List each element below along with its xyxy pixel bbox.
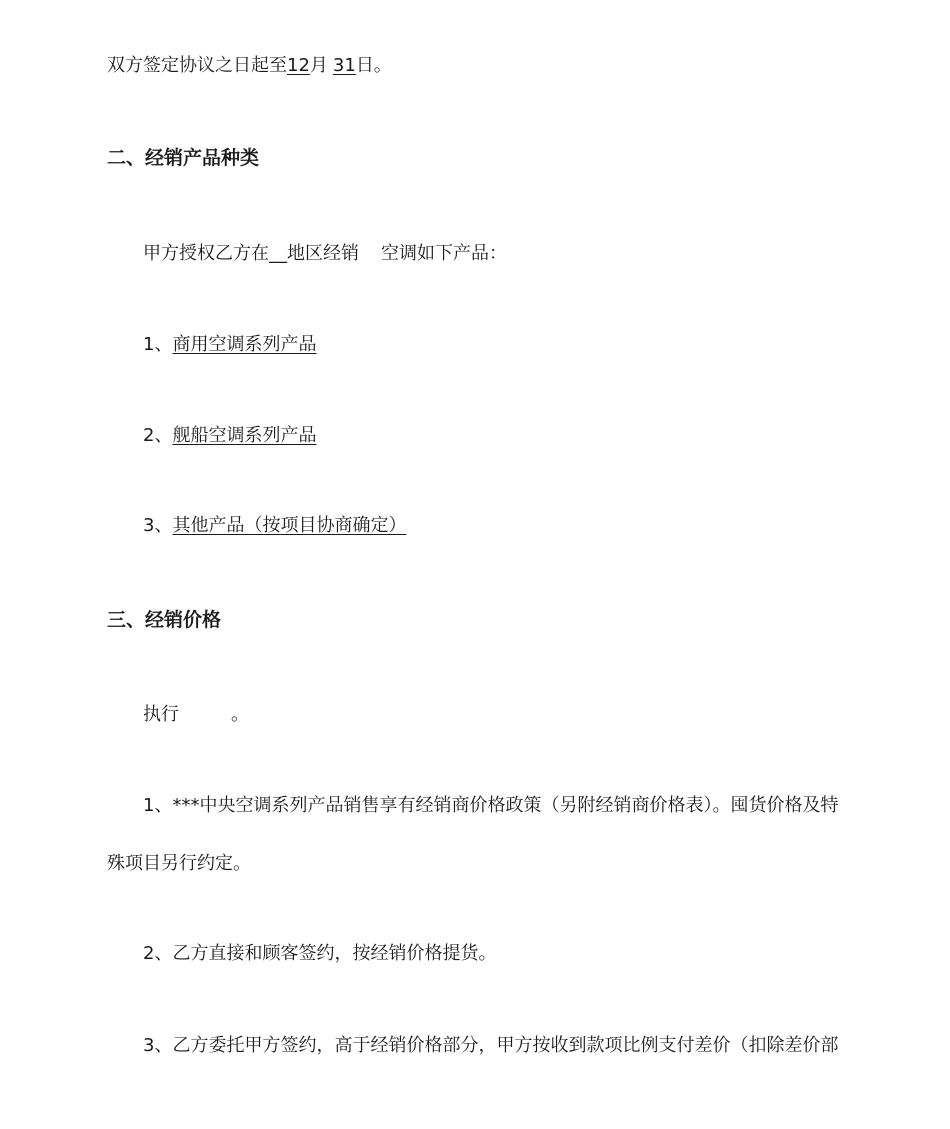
- price-clause-1-line-1: 1、***中央空调系列产品销售享有经销商价格政策（另附经销商价格表）。囤货价格及特: [143, 795, 839, 816]
- intro-part-a: 甲方授权乙方在: [143, 243, 269, 264]
- term-line: [107, 54, 392, 78]
- product-item-2: [143, 424, 316, 448]
- product-item-text: 舰船空调系列产品: [172, 425, 317, 446]
- intro-part-b: 地区经销: [287, 243, 359, 264]
- section-2-title: 二、经销产品种类: [107, 147, 260, 169]
- product-item-text: 其他产品（按项目协商确定）: [172, 515, 407, 536]
- term-day: 31: [332, 55, 356, 76]
- product-item-3: [143, 514, 406, 538]
- product-item-1: [143, 333, 316, 357]
- section-3-title: 三、经销价格: [107, 609, 222, 631]
- price-clause-3: 3、乙方委托甲方签约，高于经销价格部分，甲方按收到款项比例支付差价（扣除差价部: [143, 1035, 839, 1056]
- execute-part-a: 执行: [143, 704, 179, 725]
- product-item-number: 3、: [143, 515, 173, 536]
- price-clause-1-line-2: 殊项目另行约定。: [107, 853, 251, 874]
- section-2-intro: [143, 242, 507, 266]
- intro-part-c: 空调如下产品：: [381, 243, 507, 264]
- execute-part-b: 。: [231, 704, 249, 725]
- price-clause-2: 2、乙方直接和顾客签约，按经销价格提货。: [143, 943, 497, 964]
- term-month-unit: 月: [309, 55, 328, 76]
- product-item-number: 1、: [143, 334, 173, 355]
- term-month: 12: [287, 55, 310, 76]
- term-day-unit: 日。: [355, 55, 392, 76]
- term-prefix: 双方签定协议之日起至: [107, 55, 287, 76]
- execute-line: [143, 703, 249, 727]
- product-item-text: 商用空调系列产品: [172, 334, 317, 355]
- intro-blank: __: [269, 243, 287, 264]
- product-item-number: 2、: [143, 425, 173, 446]
